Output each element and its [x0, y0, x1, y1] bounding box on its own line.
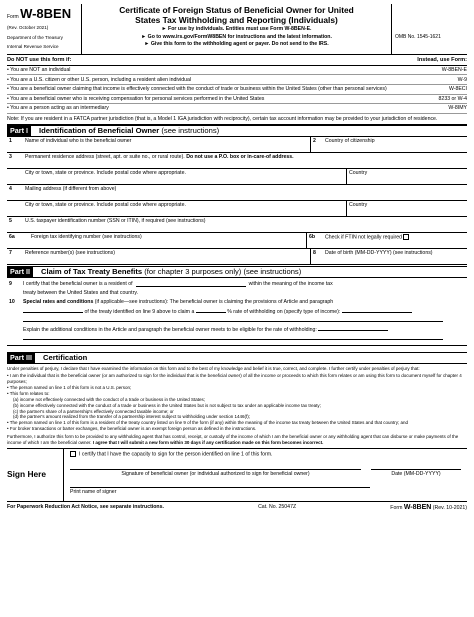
- line-10-row-2: [7, 307, 467, 315]
- catalog-number: Cat. No. 25047Z: [258, 503, 297, 510]
- conditions-field-1[interactable]: [23, 321, 443, 322]
- line-10-row-3: [7, 315, 467, 324]
- item-text: • You are a beneficial owner who is receiving compensation for personal services performed in the United States: [7, 95, 265, 102]
- part-3-header: [7, 352, 467, 364]
- signature-row: [70, 469, 461, 477]
- line-10: [7, 296, 467, 306]
- line-number: [7, 169, 23, 184]
- cert-item: (b) income effectively connected with the conduct of a trade or business in the United States but is not subject to tax under an applicable income tax treaty;: [13, 402, 321, 408]
- sign-here-section: [7, 448, 467, 502]
- field-row-3-city: [7, 169, 467, 185]
- item-text: • You are a U.S. citizen or other U.S. person, including a resident alien individual: [7, 76, 192, 83]
- cert-item: (a) income not effectively connected with the conduct of a trade or business in the United States;: [13, 396, 206, 402]
- line-10-row-5: [7, 333, 467, 342]
- do-not-use-item: [7, 85, 467, 95]
- line-10-bold: Special rates and conditions: [23, 299, 94, 306]
- ftin-not-required[interactable]: [323, 233, 467, 248]
- do-not-use-item: [7, 104, 467, 114]
- part-1-label: Part I: [7, 126, 31, 136]
- line-number: 6b: [309, 233, 316, 240]
- certification-text: [7, 364, 467, 448]
- footer-form-id: [390, 504, 467, 512]
- name-field-label: Name of individual who is the beneficial owner: [25, 137, 132, 144]
- instead-use-label: Instead, use Form:: [417, 57, 467, 63]
- line-number: 4: [9, 185, 12, 192]
- do-not-use-item: [7, 66, 467, 76]
- country-label: Country: [349, 169, 368, 176]
- form-footer: [7, 502, 467, 512]
- irs: Internal Revenue Service: [7, 44, 59, 50]
- treaty-country-field[interactable]: [136, 281, 246, 287]
- line-10-text-2: of the treaty identified on line 9 above to claim a: [84, 308, 195, 315]
- cert-furthermore-bold: I agree that I will submit a new form within 30 days if any certification made on this form becomes incorrect.: [92, 439, 324, 445]
- citizenship-label: Country of citizenship: [325, 137, 375, 144]
- line-number: 10: [9, 299, 15, 306]
- city-label: City or town, state or province. Include postal code where appropriate.: [25, 201, 186, 208]
- item-text: • You are a person acting as an intermediary: [7, 105, 109, 112]
- cert-item: • The person named on line 1 of this form is not a U.S. person;: [7, 385, 132, 391]
- conditions-field-2[interactable]: [318, 330, 388, 331]
- do-not-use-label: Do NOT use this form if:: [7, 57, 72, 63]
- fatca-note: Note: If you are resident in a FATCA partner jurisdiction (that is, a Model 1 IGA jurisdiction with reciprocity), certain tax account information may be provided to your jurisdiction of residence.: [7, 114, 467, 125]
- field-row-7-8: [7, 249, 467, 265]
- capacity-label: I certify that I have the capacity to sign for the person identified on line 1 of this form.: [79, 450, 273, 457]
- capacity-checkbox[interactable]: [70, 451, 76, 457]
- conditions-field-3[interactable]: [23, 339, 443, 340]
- line-number: [7, 201, 23, 216]
- cert-item: • I am the individual that is the beneficial owner (or am authorized to sign for the individual that is the beneficial owner) of all the income or proceeds to which this form relates or am using this form to document myself for chapter 4 purposes;: [7, 373, 462, 385]
- field-row-4-city: [7, 201, 467, 217]
- part-2-header: [7, 266, 467, 278]
- signature-label: Signature of beneficial owner (or individual authorized to sign for beneficial owner): [121, 471, 310, 478]
- form-header: [7, 4, 467, 55]
- signature-field[interactable]: [70, 469, 361, 477]
- form-id-block: [7, 4, 82, 54]
- ftin-not-required-label: Check if FTIN not legally required: [325, 234, 402, 241]
- line-number: 5: [9, 217, 12, 224]
- footer-notice: For Paperwork Reduction Act Notice, see separate instructions.: [7, 503, 164, 510]
- department: Department of the Treasury: [7, 35, 63, 41]
- dob-label: Date of birth (MM-DD-YYYY) (see instructions): [325, 249, 433, 256]
- residence-label-bold: Do not use a P.O. box or in-care-of address.: [186, 153, 294, 160]
- city-label: City or town, state or province. Include postal code where appropriate.: [25, 169, 186, 176]
- residence-country-field[interactable]: [347, 169, 467, 184]
- mailing-label: Mailing address (if different from above): [25, 185, 117, 192]
- line-number: 6a: [9, 233, 15, 240]
- part-1-header: [7, 125, 467, 137]
- us-tin-field[interactable]: [23, 217, 467, 232]
- part-3-label: Part III: [7, 353, 35, 363]
- signature-area: [64, 449, 467, 501]
- mailing-address-field[interactable]: [23, 185, 467, 200]
- item-form: W-8BEN-E: [441, 66, 467, 73]
- line-10-text: (if applicable—see instructions): The beneficial owner is claiming the provisions of Article and paragraph: [94, 299, 334, 306]
- field-row-3: [7, 153, 467, 169]
- line-number: 8: [313, 249, 316, 256]
- do-not-use-item: [7, 95, 467, 105]
- footer-form-label: Form: [390, 504, 403, 511]
- dob-field[interactable]: [323, 249, 467, 264]
- name-field[interactable]: [23, 137, 311, 152]
- mailing-country-field[interactable]: [347, 201, 467, 216]
- cert-intro: Under penalties of perjury, I declare that I have examined the information on this form and to the best of my knowledge and belief it is true, correct, and complete. I further certify under penalties of perjury that:: [7, 365, 420, 371]
- form-label: Form: [7, 14, 19, 20]
- date-label: Date (MM-DD-YYYY): [391, 471, 441, 478]
- item-form: 8233 or W-4: [438, 95, 467, 102]
- header-instruction-3: ► Give this form to the withholding agent or payer. Do not send to the IRS.: [144, 40, 329, 47]
- ftin-checkbox[interactable]: [403, 234, 409, 240]
- cert-item: • The person named on line 1 of this form is a resident of the treaty country listed on line 9 of the form (if any) within the meaning of the income tax treaty between the United States and that country; and: [7, 420, 408, 426]
- rate-field[interactable]: [196, 312, 226, 313]
- form-title-2: States Tax Withholding and Reporting (Individuals): [135, 14, 338, 25]
- sign-here-label: Sign Here: [7, 449, 64, 501]
- line-number: 7: [9, 249, 12, 256]
- line-9-text-2: within the meaning of the income tax: [248, 280, 333, 287]
- header-instruction-1: ► For use by individuals. Entities must use Form W-8BEN-E.: [161, 26, 312, 33]
- form-page: [7, 4, 467, 609]
- item-text: • You are NOT an individual: [7, 66, 71, 73]
- cert-item: (d) the partner's amount realized from the transfer of a partnership interest subject to withholding under section 1446(f);: [13, 414, 250, 420]
- date-field[interactable]: [371, 469, 461, 477]
- do-not-use-heading: [7, 55, 467, 66]
- cert-item: (c) the partner's share of a partnership's effectively connected taxable income; or: [13, 408, 174, 414]
- citizenship-field[interactable]: [323, 137, 467, 152]
- part-1-title: Identification of Beneficial Owner: [38, 126, 160, 136]
- part-2-title: Claim of Tax Treaty Benefits: [40, 267, 143, 277]
- part-2-sub: (for chapter 3 purposes only) (see instructions): [144, 267, 302, 277]
- line-number: 9: [9, 280, 12, 287]
- mailing-city-field[interactable]: [23, 201, 347, 216]
- country-label: Country: [349, 201, 368, 208]
- part-2-label: Part II: [7, 267, 33, 277]
- field-row-4: [7, 185, 467, 201]
- field-row-5: [7, 217, 467, 233]
- line-10-row-4: [7, 324, 467, 333]
- revision: (Rev. October 2021): [7, 24, 49, 30]
- line-10-text-3: % rate of withholding on (specify type of income):: [227, 308, 341, 315]
- reference-number-field[interactable]: [23, 249, 311, 264]
- form-title-1: Certificate of Foreign Status of Beneficial Owner for United: [119, 5, 354, 15]
- print-name-label: Print name of signer: [70, 489, 117, 496]
- item-form: W-8IMY: [448, 105, 467, 112]
- reference-label: Reference number(s) (see instructions): [25, 249, 115, 256]
- item-form: W-9: [457, 76, 467, 83]
- income-type-field[interactable]: [342, 312, 412, 313]
- residence-city-field[interactable]: [23, 169, 347, 184]
- ftin-label: Foreign tax identifying number (see instructions): [31, 233, 142, 240]
- part-1-sub: (see instructions): [161, 126, 220, 136]
- line-9-text-3: treaty between the United States and that country.: [23, 290, 138, 297]
- line-9-text: I certify that the beneficial owner is a resident of: [23, 280, 133, 287]
- article-field[interactable]: [23, 312, 83, 313]
- line-number: 1: [9, 137, 12, 144]
- footer-form-name: W-8BEN: [403, 503, 432, 511]
- footer-revision: (Rev. 10-2021): [432, 504, 467, 511]
- ftin-field[interactable]: [29, 233, 307, 248]
- part-2-body: [7, 278, 467, 346]
- omb-number: OMB No. 1545-1621: [395, 34, 441, 40]
- cert-item: • For broker transactions or barter exchanges, the beneficial owner is an exempt foreign person as defined in the instructions.: [7, 426, 257, 432]
- line-10-text-4: Explain the additional conditions in the Article and paragraph the beneficial owner meets to be eligible for the rate of withholding:: [23, 327, 317, 334]
- line-number: 3: [9, 153, 12, 160]
- form-title-block: [82, 4, 392, 54]
- item-form: W-8ECI: [448, 86, 467, 93]
- line-9: [7, 280, 467, 288]
- item-text: • You are a beneficial owner claiming that income is effectively connected with the conduct of trade or business within the United States (other than personal services): [7, 86, 387, 93]
- line-number: 2: [313, 137, 316, 144]
- cert-item: • This form relates to:: [7, 391, 50, 396]
- residence-label: Permanent residence address (street, apt. or suite no., or rural route).: [25, 153, 185, 160]
- part-3-title: Certification: [42, 353, 88, 363]
- tin-label: U.S. taxpayer identification number (SSN or ITIN), if required (see instructions): [25, 217, 206, 224]
- form-name: W-8BEN: [20, 6, 72, 21]
- print-name-field[interactable]: [70, 487, 370, 495]
- capacity-row: [70, 451, 461, 458]
- header-instruction-2: ► Go to www.irs.gov/FormW8BEN for instructions and the latest information.: [141, 33, 332, 40]
- cert-furthermore: Furthermore, I authorize this form to be provided to any withholding agent that has control, receipt, or custody of the income of which I am the beneficial owner or any withholding agent that can disburse or make payments of the income of which I am the beneficial owner.: [7, 433, 459, 445]
- do-not-use-item: [7, 75, 467, 85]
- field-row-1-2: [7, 137, 467, 153]
- residence-address-field[interactable]: [23, 153, 467, 168]
- field-row-6: [7, 233, 467, 249]
